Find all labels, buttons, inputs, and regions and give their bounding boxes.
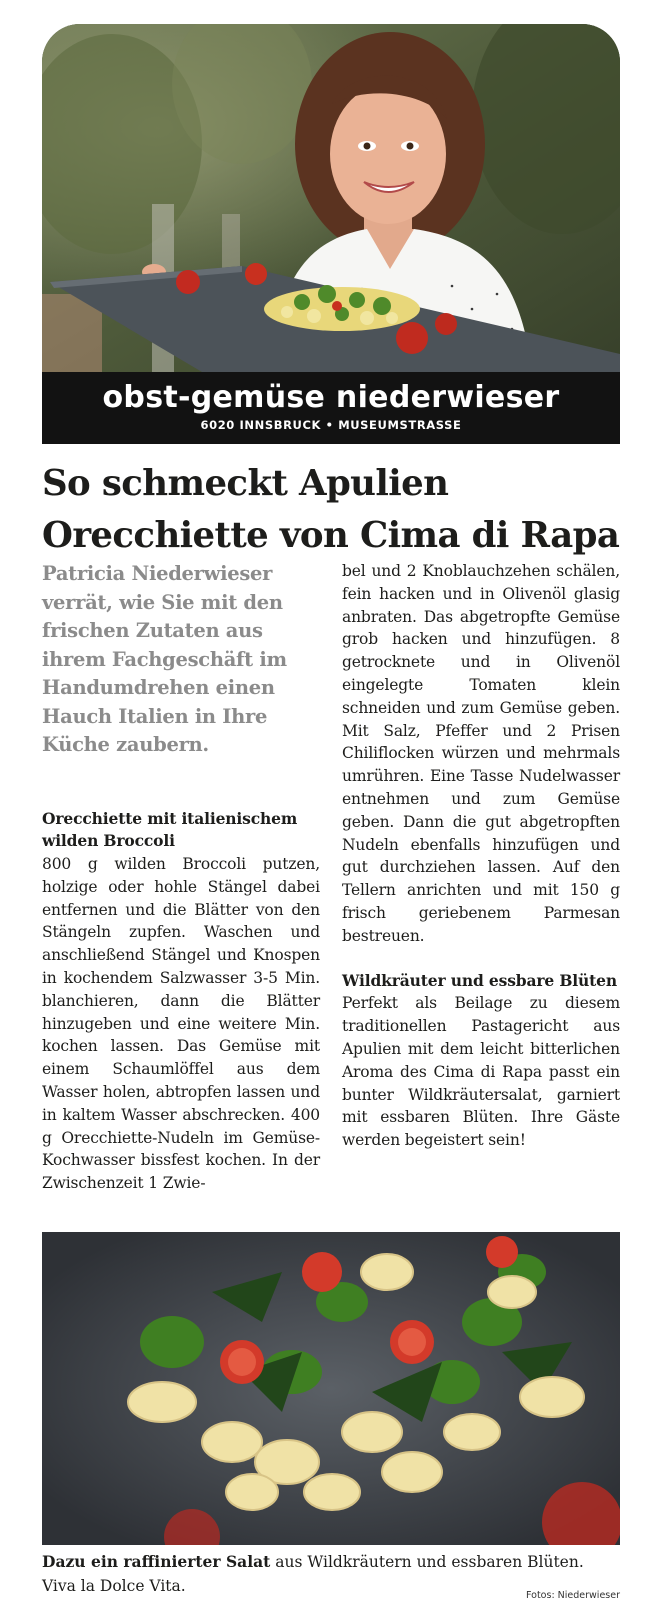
headline-line-1: So schmeckt Apulien: [42, 463, 449, 504]
recipe-text-left: 800 g wilden Broccoli putzen, holzige oder hohle Stängel dabei entfernen und die Blätter von den Stängeln zupfen. Waschen und anschließend Stängel und Knospen in kochendem Salzwasser 3-5 Min. blanchieren, dann die Blätter hinzugeben und eine weitere Min. kochen lassen. Das Gemüse mit einem Schaumlöffel aus dem Wasser holen, abtropfen lassen und in kaltem Wasser abschrecken. 400 g Orecchiette-Nudeln im Gemüse-Kochwasser bissfest kochen. In der Zwischenzeit 1 Zwie-: [42, 855, 320, 1193]
recipe-title: Orecchiette mit italienischem wilden Broccoli: [42, 808, 298, 851]
right-column: [342, 560, 620, 1152]
photo-credit: Fotos: Niederwieser: [526, 1590, 620, 1601]
woman-with-pasta-illustration: [42, 24, 620, 372]
hero-photo: [42, 24, 620, 444]
brand-logo-text: obst-gemüse niederwieser: [102, 380, 560, 415]
caption-rest: aus Wildkräutern und essbaren Blüten. Viva la Dolce Vita.: [42, 1553, 584, 1595]
orecchiette-broccoli-illustration: [42, 1232, 620, 1545]
store-address: 6020 INNSBRUCK • MUSEUMSTRASSE: [200, 418, 462, 432]
intro-paragraph: Patricia Niederwieser verrät, wie Sie mit den frischen Zutaten aus ihrem Fachgeschäft im Handumdrehen einen Hauch Italien in Ihre Küche zaubern.: [42, 562, 287, 756]
salad-text: Perfekt als Beilage zu diesem traditionellen Pastagericht aus Apulien mit dem leicht bitterlichen Aroma des Cima di Rapa passt ein bunter Wildkräutersalat, garniert mit essbaren Blüten. Ihre Gäste werden begeistert sein!: [342, 994, 620, 1150]
salad-title: Wildkräuter und essbare Blüten: [342, 970, 617, 990]
left-column: [42, 560, 320, 1195]
ad-banner: [42, 372, 620, 444]
article-headline: [42, 458, 642, 562]
headline-line-2: Orecchiette von Cima di Rapa: [42, 515, 620, 556]
recipe-text-right: bel und 2 Knoblauchzehen schälen, fein hacken und in Olivenöl glasig anbraten. Das abgetropfte Gemüse grob hacken und hinzufügen. 8 getrocknete und in Olivenöl eingelegte Tomaten klein schneiden und zum Gemüse geben. Mit Salz, Pfeffer und 2 Prisen Chiliflocken würzen und mehrmals umrühren. Eine Tasse Nudelwasser entnehmen und zum Gemüse geben. Dann die gut abgetropften Nudeln ebenfalls hinzufügen und gut durchziehen lassen. Auf den Tellern anrichten und mit 150 g frisch geriebenem Parmesan bestreuen.: [342, 562, 620, 945]
caption-bold: Dazu ein raffinierter Salat: [42, 1552, 271, 1571]
pasta-dish-photo: [42, 1232, 620, 1545]
